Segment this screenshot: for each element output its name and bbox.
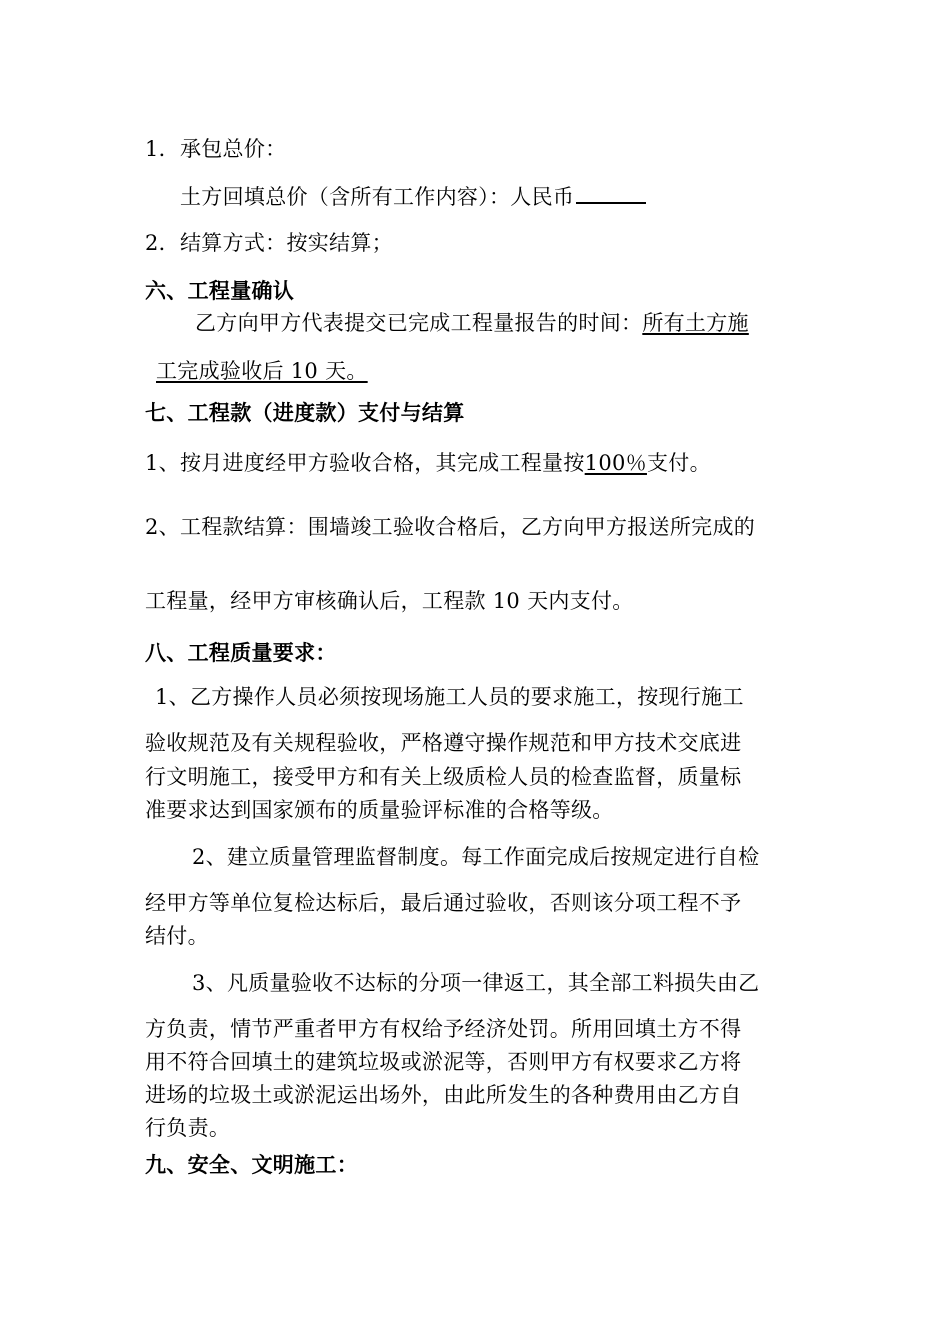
paragraph-quantity-confirm-line2 [156,356,368,386]
section-heading-9 [145,1150,358,1180]
quality-item-1-line4 [145,795,614,825]
quality-item-3-line5 [145,1113,230,1143]
item-payment-settlement-line1 [145,512,755,542]
item-settlement-method [145,228,393,258]
item-contract-total-price [145,134,286,164]
text-line: 1、按月进度经甲方验收合格，其完成工程量按 [145,451,585,475]
quality-item-1-line2 [145,728,741,758]
blank-fill-line [576,184,646,204]
underlined-text: 所有土方施 [642,311,749,335]
item-backfill-total-price [180,182,646,212]
text-line: 进场的垃圾土或淤泥运出场外，由此所发生的各种费用由乙方自 [145,1083,742,1107]
quality-item-3-line3 [145,1047,741,1077]
underlined-percentage: 100％ [584,451,647,475]
section-title: 九、安全、文明施工： [145,1153,358,1177]
paragraph-quantity-confirm-line1 [195,308,749,338]
text-line: 方负责，情节严重者甲方有权给予经济处罚。所用回填土方不得 [145,1017,742,1041]
text-line: 用不符合回填土的建筑垃圾或淤泥等，否则甲方有权要求乙方将 [145,1050,742,1074]
text-line: 经甲方等单位复检达标后，最后通过验收，否则该分项工程不予 [145,891,742,915]
text-line: 2．结算方式：按实结算； [145,231,393,255]
quality-item-2-line3 [145,921,209,951]
section-title: 八、工程质量要求： [145,641,337,665]
text-line: 1．承包总价： [145,137,287,161]
text-line: 乙方向甲方代表提交已完成工程量报告的时间： [195,311,643,335]
quality-item-1-line3 [145,762,741,792]
text-line: 2、建立质量管理监督制度。每工作面完成后按规定进行自检 [192,845,760,869]
text-line: 结付。 [145,924,209,948]
item-monthly-progress-payment [145,448,711,478]
text-line: 工程量，经甲方审核确认后，工程款 10 天内支付。 [145,589,634,613]
text-line: 行文明施工，接受甲方和有关上级质检人员的检查监督，质量标 [145,765,742,789]
section-heading-7 [145,398,465,428]
text-line: 行负责。 [145,1116,231,1140]
text-line: 准要求达到国家颁布的质量验评标准的合格等级。 [145,798,614,822]
text-line: 支付。 [646,451,711,475]
quality-item-2-line1 [192,842,759,872]
quality-item-2-line2 [145,888,741,918]
text-line: 3、凡质量验收不达标的分项一律返工，其全部工料损失由乙 [192,971,760,995]
text-line: 1、乙方操作人员必须按现场施工人员的要求施工，按现行施工 [155,685,744,709]
text-line: 验收规范及有关规程验收，严格遵守操作规范和甲方技术交底进 [145,731,742,755]
quality-item-3-line2 [145,1014,741,1044]
section-heading-8 [145,638,337,668]
quality-item-3-line1 [192,968,759,998]
section-title: 七、工程款（进度款）支付与结算 [145,401,465,425]
quality-item-1-line1 [155,682,744,712]
text-line: 土方回填总价（含所有工作内容）：人民币 [180,185,575,209]
quality-item-3-line4 [145,1080,741,1110]
underlined-text: 工完成验收后 10 天。 [156,359,368,383]
section-title: 六、工程量确认 [145,279,295,303]
item-payment-settlement-line2 [145,586,634,616]
text-line: 2、工程款结算：围墙竣工验收合格后，乙方向甲方报送所完成的 [145,515,756,539]
section-heading-6 [145,276,294,306]
